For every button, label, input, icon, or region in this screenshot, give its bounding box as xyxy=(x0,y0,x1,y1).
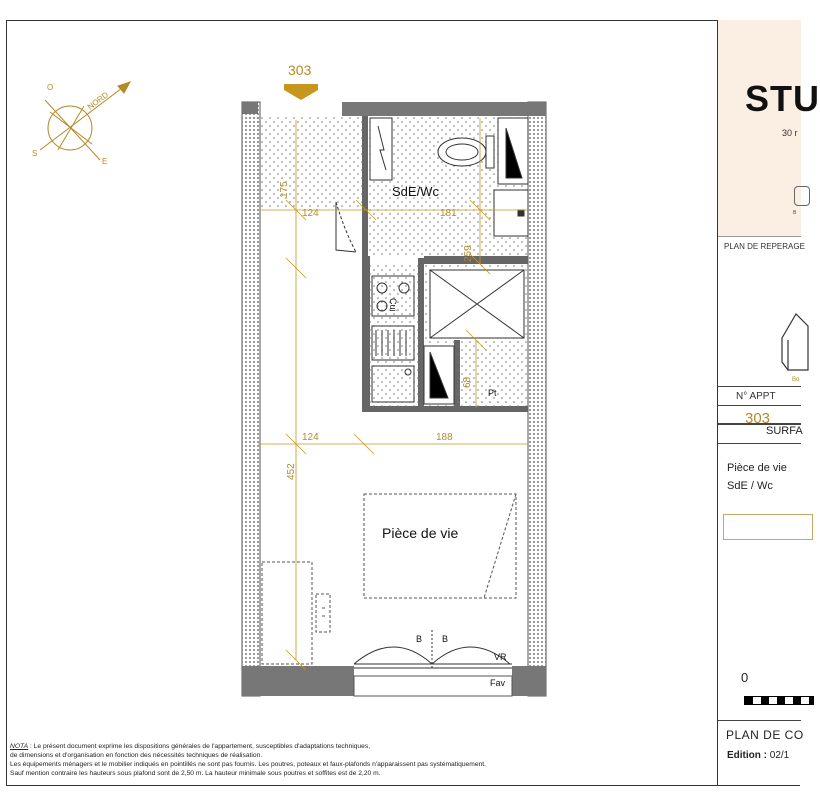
scale-bar xyxy=(744,696,814,705)
note-line-1: : Le présent document exprime les dispositions générales de l'appartement, susceptibles d'adaptations techniques, xyxy=(28,743,371,750)
partition-kitchen-bottom xyxy=(362,406,528,412)
wall-right xyxy=(528,102,546,696)
entrance-arrow xyxy=(284,84,318,100)
compass-o-label: O xyxy=(47,83,54,92)
plan-reperage-label: PLAN DE REPERAGE xyxy=(724,242,805,251)
living-room-label: Pièce de vie xyxy=(382,525,459,541)
appt-number: 303 xyxy=(745,410,771,427)
surface-header: SURFA xyxy=(766,425,803,437)
compass-north-label: NORD xyxy=(85,90,111,112)
note-line-4: Sauf mention contraire les hauteurs sous plafond sont de 2,50 m. La hauteur minimale sous poutres et soffites est de 2,20 m. xyxy=(10,770,381,777)
partner-logo-text: B xyxy=(793,210,797,216)
dim-124-mid: 124 xyxy=(302,432,319,443)
edition-value: 02/1 xyxy=(769,750,790,761)
compass-rose xyxy=(40,82,130,160)
bathroom-label: SdE/Wc xyxy=(392,184,439,199)
note-line-3: Les équipements ménagers et le mobilier indiqués en pointillés ne sont pas fournis. Les poutres, poteaux et faux-plafonds n'apparaissent pas systématiquement. xyxy=(10,761,487,768)
brand-address: 30 r xyxy=(782,128,798,138)
vr-label: VR xyxy=(494,652,507,662)
surface-item-living: Pièce de vie xyxy=(727,462,787,474)
desk-outline xyxy=(262,562,312,664)
wall-left xyxy=(242,102,260,696)
appt-header: N° APPT xyxy=(736,391,776,402)
wall-bottom-right xyxy=(512,666,546,696)
wall-top xyxy=(342,102,546,116)
building-label: Bo xyxy=(792,377,800,383)
partition-kitchen-left xyxy=(362,256,370,412)
fav-label: Fav xyxy=(490,678,506,688)
scale-zero: 0 xyxy=(741,670,749,685)
surface-item-bathroom: SdE / Wc xyxy=(727,480,773,492)
info-panel xyxy=(717,20,820,786)
unit-marker-number: 303 xyxy=(288,62,312,78)
compass-e-label: E xyxy=(102,157,108,166)
door-label-b1: B xyxy=(416,634,423,644)
disclaimer-note xyxy=(10,742,710,778)
bathroom-door-swing xyxy=(336,202,356,252)
door-label-b2: B xyxy=(442,634,449,644)
cabinet-fixture xyxy=(370,118,392,180)
panel-header xyxy=(718,20,820,237)
dim-175: 175 xyxy=(279,181,290,198)
compass-s-label: S xyxy=(32,149,38,158)
dim-181: 181 xyxy=(440,208,457,219)
wall-bottom-left xyxy=(242,666,354,696)
plan-title: PLAN DE CO xyxy=(726,728,804,742)
partition-sde-left xyxy=(362,116,368,256)
compass-north-axis xyxy=(40,82,130,150)
note-line-2: de dimensions et d'organisation en fonction des nécessités techniques de réalisation. xyxy=(10,752,263,759)
dim-124-top: 124 xyxy=(302,208,319,219)
brand-logo-text: STU xyxy=(745,78,820,119)
compass-arrow xyxy=(118,82,130,93)
balcony-door xyxy=(354,630,512,668)
surface-total-box xyxy=(723,514,813,540)
note-label: NOTA xyxy=(10,743,29,750)
dim-259: 259 xyxy=(463,245,474,262)
dim-188: 188 xyxy=(436,432,453,443)
living-furniture xyxy=(262,494,516,664)
dim-68: 68 xyxy=(462,376,473,388)
bed-outline xyxy=(364,494,516,598)
dim-452: 452 xyxy=(286,463,297,480)
balcony-sill xyxy=(354,676,512,696)
partition-kitchen-right xyxy=(418,258,424,408)
edition-line xyxy=(727,750,789,761)
partner-logo-icon xyxy=(794,186,810,206)
kitchen-label: Cui xyxy=(388,298,398,312)
locator-plan-icon xyxy=(718,310,801,380)
entry-tiled-area xyxy=(260,116,362,202)
pt-label: Pt xyxy=(488,388,497,398)
edition-label: Edition : xyxy=(727,750,767,761)
